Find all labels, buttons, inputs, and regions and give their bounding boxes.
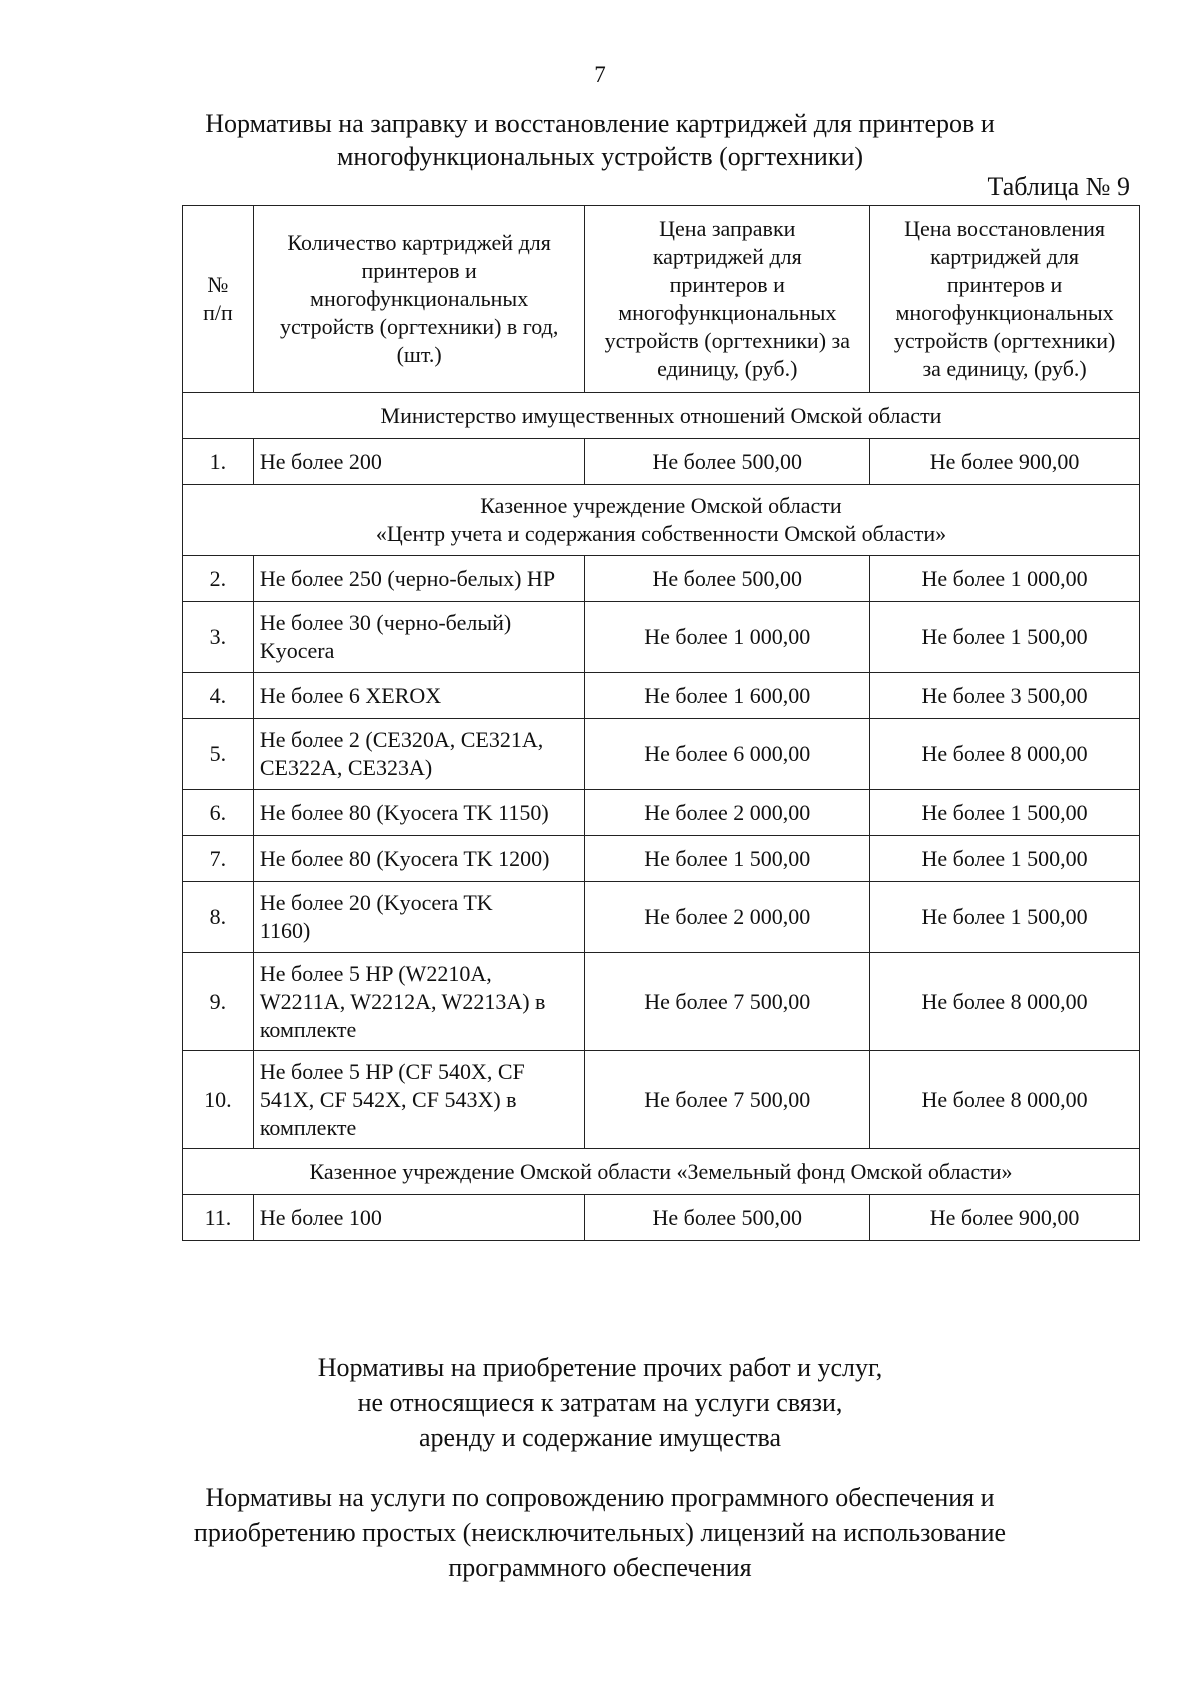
row-quantity — [253, 556, 585, 602]
quantity-line: CE322A, CE323A) — [259, 755, 433, 780]
row-number: 2. — [183, 556, 254, 602]
row-restore-price: Не более 8 000,00 — [870, 719, 1140, 790]
quantity-line: Не более 100 — [259, 1204, 382, 1230]
row-restore-price: Не более 900,00 — [870, 439, 1140, 485]
section-title-line: Казенное учреждение Омской области «Земельный фонд Омской области» — [309, 1158, 1013, 1184]
table-body — [183, 393, 1140, 1241]
section-row — [183, 393, 1140, 439]
header-line: Цена восстановления — [904, 216, 1106, 241]
table-row — [183, 1195, 1140, 1241]
section-title — [183, 1149, 1140, 1195]
quantity-line: 1160) — [259, 918, 311, 943]
table-row — [183, 719, 1140, 790]
header-line: картриджей для — [652, 244, 802, 269]
section-title-line: Министерство имущественных отношений Омской области — [380, 402, 942, 428]
heading-line: Нормативы на приобретение прочих работ и услуг, — [317, 1353, 883, 1382]
row-number: 7. — [183, 836, 254, 882]
title-line: Нормативы на заправку и восстановление картриджей для принтеров и — [205, 109, 995, 138]
row-quantity — [253, 882, 585, 953]
section-row — [183, 485, 1140, 556]
quantity-line: комплекте — [259, 1114, 357, 1140]
quantity-line: Не более 250 (черно-белых) HP — [259, 565, 556, 591]
cartridge-norms-table — [182, 205, 1140, 1241]
header-qty — [253, 206, 585, 393]
table-row — [183, 836, 1140, 882]
section-title-line: Казенное учреждение Омской области — [480, 493, 842, 518]
row-number: 3. — [183, 602, 254, 673]
section-title-line: «Центр учета и содержания собственности Омской области» — [375, 521, 947, 546]
row-restore-price: Не более 8 000,00 — [870, 953, 1140, 1051]
row-restore-price: Не более 1 500,00 — [870, 836, 1140, 882]
quantity-line: Не более 5 HP (W2210A, — [259, 960, 492, 986]
row-restore-price: Не более 1 500,00 — [870, 790, 1140, 836]
quantity-line: Не более 2 (CE320A, CE321A, — [259, 727, 544, 752]
header-line: № — [207, 272, 229, 297]
header-line: принтеров и — [361, 258, 477, 283]
quantity-line: Kyocera — [259, 638, 335, 663]
heading-line: приобретению простых (неисключительных) лицензий на использование — [193, 1518, 1007, 1547]
table-row — [183, 790, 1140, 836]
row-refill-price: Не более 500,00 — [585, 439, 870, 485]
quantity-line: Не более 30 (черно-белый) — [259, 610, 512, 635]
header-line: единицу, (руб.) — [657, 356, 798, 381]
section-title — [183, 485, 1140, 556]
row-number: 8. — [183, 882, 254, 953]
header-num — [183, 206, 254, 393]
row-number: 6. — [183, 790, 254, 836]
table-header-row — [183, 206, 1140, 393]
row-restore-price: Не более 1 000,00 — [870, 556, 1140, 602]
header-line: картриджей для — [930, 244, 1080, 269]
header-restore-price — [870, 206, 1140, 393]
quantity-line: W2211A, W2212A, W2213A) в — [259, 988, 546, 1014]
quantity-line: Не более 80 (Kyocera TK 1150) — [259, 799, 549, 825]
row-restore-price: Не более 900,00 — [870, 1195, 1140, 1241]
row-quantity — [253, 673, 585, 719]
table-row — [183, 953, 1140, 1051]
page-title — [0, 107, 1200, 173]
row-quantity — [253, 790, 585, 836]
row-restore-price: Не более 3 500,00 — [870, 673, 1140, 719]
quantity-line: комплекте — [259, 1016, 357, 1042]
table-row — [183, 1051, 1140, 1149]
row-quantity — [253, 602, 585, 673]
row-refill-price: Не более 1 000,00 — [585, 602, 870, 673]
header-line: за единицу, (руб.) — [922, 356, 1087, 381]
row-number: 10. — [183, 1051, 254, 1149]
section-row — [183, 1149, 1140, 1195]
header-line: многофункциональных — [895, 300, 1114, 325]
header-line: (шт.) — [396, 342, 442, 367]
header-line: устройств (оргтехники) за — [604, 328, 850, 353]
heading-line: не относящиеся к затратам на услуги связи, — [357, 1388, 843, 1417]
table-row — [183, 439, 1140, 485]
table-row — [183, 882, 1140, 953]
row-quantity — [253, 1051, 585, 1149]
row-refill-price: Не более 2 000,00 — [585, 790, 870, 836]
row-quantity — [253, 836, 585, 882]
row-restore-price: Не более 1 500,00 — [870, 882, 1140, 953]
header-line: устройств (оргтехники) в год, — [279, 314, 559, 339]
heading-line: аренду и содержание имущества — [418, 1423, 782, 1452]
title-line: многофункциональных устройств (оргтехники) — [336, 142, 864, 171]
quantity-line: Не более 6 XEROX — [259, 682, 442, 708]
row-quantity — [253, 719, 585, 790]
page-number: 7 — [594, 62, 606, 87]
header-line: принтеров и — [669, 272, 785, 297]
row-number: 1. — [183, 439, 254, 485]
row-number: 11. — [183, 1195, 254, 1241]
row-number: 5. — [183, 719, 254, 790]
row-refill-price: Не более 7 500,00 — [585, 1051, 870, 1149]
quantity-line: Не более 200 — [259, 448, 382, 474]
table-label: Таблица № 9 — [987, 172, 1130, 201]
quantity-line: 541X, CF 542X, CF 543X) в — [259, 1086, 517, 1112]
row-refill-price: Не более 7 500,00 — [585, 953, 870, 1051]
header-line: принтеров и — [946, 272, 1063, 297]
row-refill-price: Не более 1 500,00 — [585, 836, 870, 882]
quantity-line: Не более 20 (Kyocera TK — [259, 890, 493, 915]
header-line: п/п — [203, 300, 233, 325]
header-line: Цена заправки — [659, 216, 796, 241]
table-row — [183, 556, 1140, 602]
table-row — [183, 602, 1140, 673]
section-title — [183, 393, 1140, 439]
row-restore-price: Не более 1 500,00 — [870, 602, 1140, 673]
quantity-line: Не более 5 HP (CF 540X, CF — [259, 1058, 525, 1084]
quantity-line: Не более 80 (Kyocera TK 1200) — [259, 845, 550, 871]
table-row — [183, 673, 1140, 719]
section-heading-other-services — [0, 1350, 1200, 1455]
row-refill-price: Не более 2 000,00 — [585, 882, 870, 953]
row-quantity — [253, 953, 585, 1051]
header-refill-price — [585, 206, 870, 393]
row-number: 9. — [183, 953, 254, 1051]
row-quantity — [253, 1195, 585, 1241]
header-line: устройств (оргтехники) — [893, 328, 1116, 353]
row-refill-price: Не более 500,00 — [585, 1195, 870, 1241]
row-quantity — [253, 439, 585, 485]
section-heading-software-support — [0, 1480, 1200, 1585]
header-line: многофункциональных — [310, 286, 529, 311]
row-refill-price: Не более 1 600,00 — [585, 673, 870, 719]
heading-line: программного обеспечения — [448, 1553, 752, 1582]
row-refill-price: Не более 500,00 — [585, 556, 870, 602]
header-line: Количество картриджей для — [287, 230, 551, 255]
row-number: 4. — [183, 673, 254, 719]
row-refill-price: Не более 6 000,00 — [585, 719, 870, 790]
heading-line: Нормативы на услуги по сопровождению программного обеспечения и — [205, 1483, 995, 1512]
header-line: многофункциональных — [618, 300, 837, 325]
row-restore-price: Не более 8 000,00 — [870, 1051, 1140, 1149]
